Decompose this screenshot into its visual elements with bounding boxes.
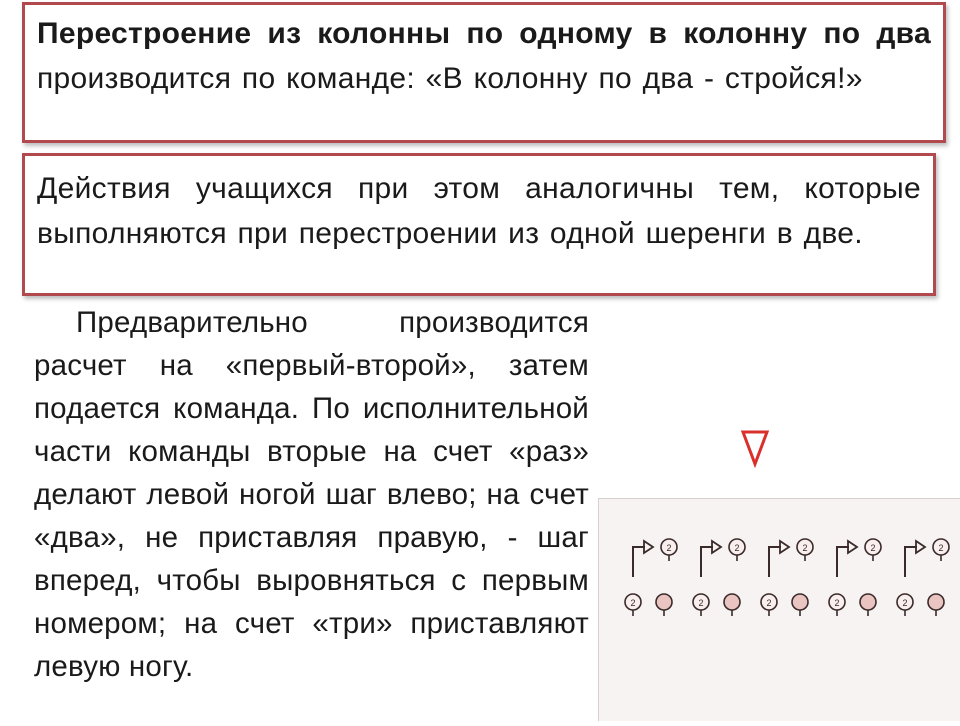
title-rest: производится по команде: «В колонну по два - стройся!» [37,62,863,95]
soldier-top-label: 2 [666,543,672,553]
soldier-bottom-label: 2 [902,598,908,608]
soldier-bottom-plain-circle [928,594,944,610]
soldier-top-label: 2 [802,543,808,553]
soldier-bottom-label: 2 [766,598,772,608]
soldier-bottom-plain-circle [656,594,672,610]
soldier-bottom-plain-circle [792,594,808,610]
title-text [37,11,931,101]
soldier-bottom-label: 2 [630,598,636,608]
soldier-top-label: 2 [734,543,740,553]
movement-arrow-icon [712,541,721,553]
movement-arrow-icon [916,541,925,553]
soldier-bottom-plain-circle [860,594,876,610]
movement-arrow-icon [644,541,653,553]
title-bold: Перестроение из колонны по одному в колонну по два [37,17,931,50]
description-text: Предварительно производится расчет на «первый-второй», затем подается команда. По исполнительной части команды вторые на счет «раз» делают левой ногой шаг влево; на счет «два», не приставляя правую, - шаг вперед, чтобы выровняться с первым номером; на счет «три» приставляют левую ногу. [34,306,589,683]
soldier-bottom-label: 2 [834,598,840,608]
title-box [22,2,946,143]
description-paragraph [34,301,589,688]
note-text: Действия учащихся при этом аналогичны тем, которые выполняются при перестроении из одной шеренги в две. [37,172,921,250]
triangle-marker-icon [740,428,770,468]
soldier-top-label: 2 [938,543,944,553]
movement-arrow-icon [848,541,857,553]
soldier-bottom-label: 2 [698,598,704,608]
soldier-top-label: 2 [870,543,876,553]
formation-diagram [599,499,960,721]
movement-arrow-icon [780,541,789,553]
soldier-bottom-plain-circle [724,594,740,610]
note-box [22,153,936,296]
formation-figure [598,498,960,721]
